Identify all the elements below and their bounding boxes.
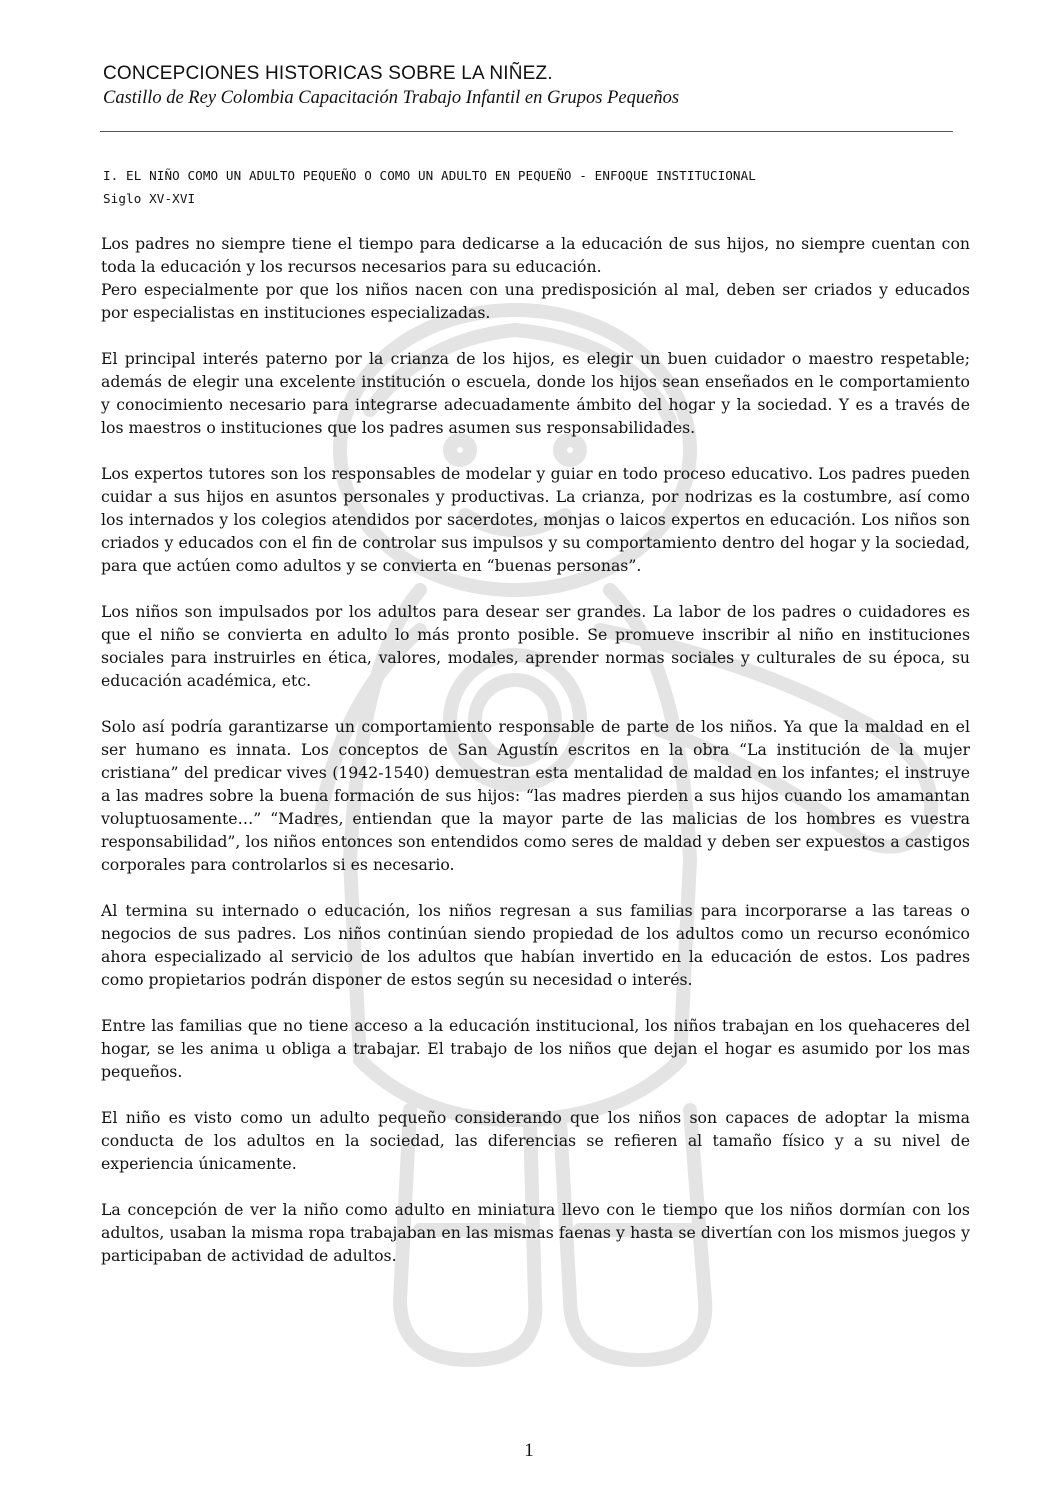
paragraph-9: La concepción de ver la niño como adulto en miniatura llevo con le tiempo que los niños dormían con los adultos, usaban la misma ropa trabajaban en las mismas faenas y hasta se divertían con los mismos juegos y participaban de actividad de adultos. xyxy=(101,1200,970,1265)
paragraph-1 xyxy=(101,232,970,324)
paragraph-3: Los expertos tutores son los responsables de modelar y guiar en todo proceso educativo. Los padres pueden cuidar a sus hijos en asuntos personales y productivas. La crianza, por nodrizas es la costumbre, así como los internados y los colegios atendidos por sacerdotes, monjas o laicos expertos en educación. Los niños son criados y educados con el fin de controlar sus impulsos y su comportamiento dentro del hogar y la sociedad, para que actúen como adultos y se convierta en “buenas personas”. xyxy=(101,464,970,575)
section-period: Siglo XV-XVI xyxy=(103,191,196,206)
page-number: 1 xyxy=(524,1440,534,1461)
paragraph-5: Solo así podría garantizarse un comportamiento responsable de parte de los niños. Ya que la maldad en el ser humano es innata. Los conceptos de San Agustín escritos en la obra “La institución de la mujer cristiana” del predicar vives (1942-1540) demuestran esta mentalidad de maldad en los infantes; el instruye a las madres sobre la buena formación de sus hijos: “las madres pierden a sus hijos cuando los amamantan voluptuosamente…” “Madres, entiendan que la mayor parte de las malicias de los hombres es vuestra responsabilidad”, los niños entonces son entendidos como seres de maldad y deben ser expuestos a castigos corporales para controlarlos si es necesario. xyxy=(101,717,970,874)
document-header xyxy=(103,62,953,110)
paragraph-4: Los niños son impulsados por los adultos para desear ser grandes. La labor de los padres o cuidadores es que el niño se convierta en adulto lo más pronto posible. Se promueve inscribir al niño en instituciones sociales para instruirles en ética, valores, modales, aprender normas sociales y culturales de su época, su educación académica, etc. xyxy=(101,602,970,690)
paragraph-line: Pero especialmente por que los niños nacen con una predisposición al mal, deben ser criados y educados por especialistas en instituciones especializadas. xyxy=(101,280,970,322)
document-body xyxy=(101,232,970,1290)
section-header xyxy=(103,164,953,210)
paragraph-7: Entre las familias que no tiene acceso a la educación institucional, los niños trabajan en los quehaceres del hogar, se les anima u obliga a trabajar. El trabajo de los niños que dejan el hogar es asumido por los mas pequeños. xyxy=(101,1016,970,1081)
paragraph-8: El niño es visto como un adulto pequeño considerando que los niños son capaces de adoptar la misma conducta de los adultos en la sociedad, las diferencias se refieren al tamaño físico y a su nivel de experiencia únicamente. xyxy=(101,1108,970,1173)
paragraph-2: El principal interés paterno por la crianza de los hijos, es elegir un buen cuidador o maestro respetable; además de elegir una excelente institución o escuela, donde los hijos sean enseñados en le comportamiento y conocimiento necesario para integrarse adecuadamente ámbito del hogar y la sociedad. Y es a través de los maestros o instituciones que los padres asumen sus responsabilidades. xyxy=(101,349,970,437)
section-heading: I. EL NIÑO COMO UN ADULTO PEQUEÑO O COMO UN ADULTO EN PEQUEÑO - ENFOQUE INSTITUCIONAL xyxy=(103,168,756,183)
paragraph-6: Al termina su internado o educación, los niños regresan a sus familias para incorporarse a las tareas o negocios de sus padres. Los niños continúan siendo propiedad de los adultos como un recurso económico ahora especializado al servicio de los adultos que habían invertido en la educación de estos. Los padres como propietarios podrán disponer de estos según su necesidad o interés. xyxy=(101,901,970,989)
document-subtitle: Castillo de Rey Colombia Capacitación Trabajo Infantil en Grupos Pequeños xyxy=(103,88,680,108)
paragraph-line: Los padres no siempre tiene el tiempo para dedicarse a la educación de sus hijos, no siempre cuentan con toda la educación y los recursos necesarios para su educación. xyxy=(101,234,970,276)
document-title: CONCEPCIONES HISTORICAS SOBRE LA NIÑEZ. xyxy=(103,63,553,84)
header-divider xyxy=(100,131,953,132)
